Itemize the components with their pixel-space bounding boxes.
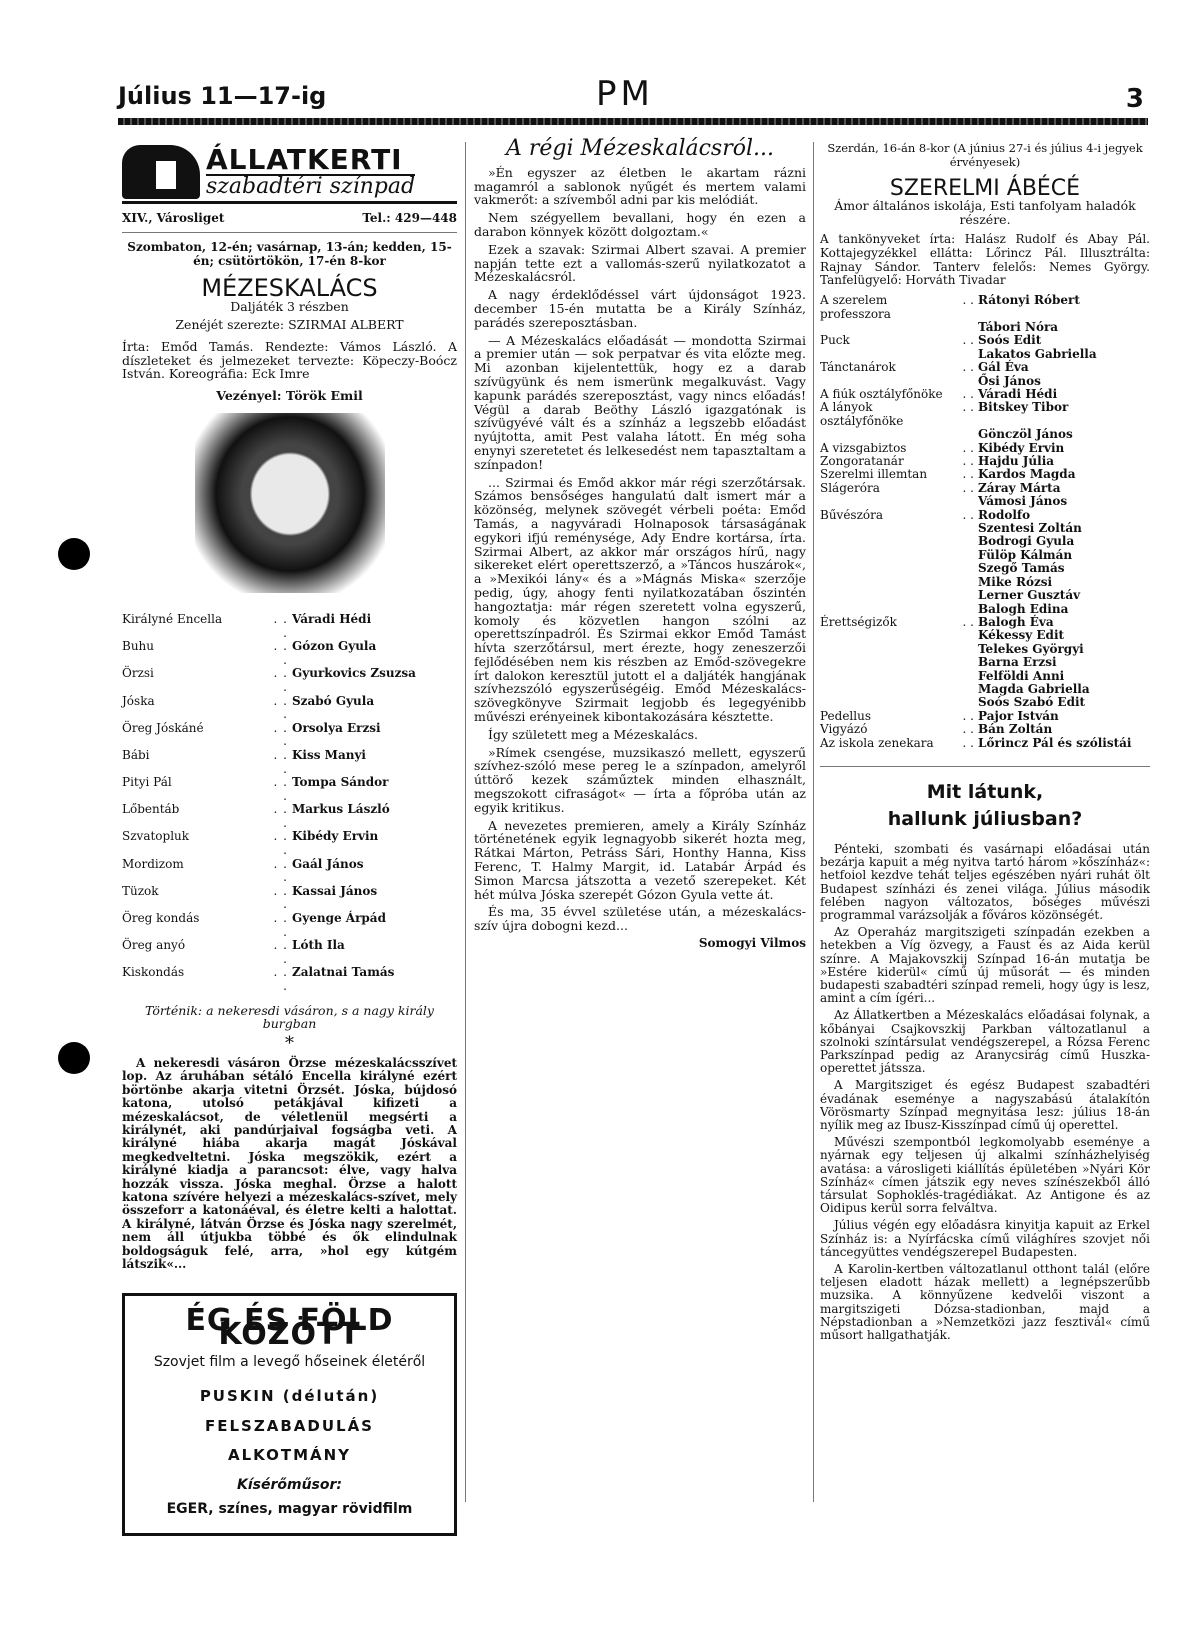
leader-dots: [950, 348, 978, 361]
leader-dots: . .: [962, 507, 974, 522]
cast-actor: Kardos Magda: [978, 467, 1076, 482]
leader-dots: . .: [962, 467, 974, 482]
cast-role: Puck: [820, 333, 850, 348]
schedule: Szombaton, 12-én; vasárnap, 13-án; kedden, 15-én; csütörtökön, 17-én 8-kor: [127, 239, 452, 268]
theater-name: ÁLLATKERTI: [206, 142, 403, 176]
cast-actor: Soós Edit: [978, 333, 1042, 348]
cast-role: Slágeróra: [820, 480, 880, 495]
cast-actor: Tábori Nóra: [978, 319, 1059, 334]
cast-role: Mordizom: [122, 856, 184, 871]
leader-dots: . . .: [273, 693, 288, 722]
section-paragraph: Az Állatkertben a Mézeskalács előadásai folynak, a kőbányai Csajkovszkij Parkban változatlanul a szolnoki színtársulat vendégszerepel, a Rózsa Ferenc Parkszínpad pedig az Aranycsirág című Huszka-operettet játssza.: [820, 1008, 1150, 1076]
leader-dots: [950, 375, 978, 388]
cast-role: Érettségizők: [820, 614, 897, 629]
leader-dots: . . .: [273, 883, 288, 912]
cast-role: Öreg kondás: [122, 911, 200, 926]
leader-dots: . .: [962, 735, 974, 750]
cast-actor: Rátonyi Róbert: [978, 293, 1080, 308]
article-paragraph: ... Szirmai és Emőd akkor már régi szerzőtársak. Számos bensőséges hangulatú dalt ismert már a közönség, melynek szövegét vérbeli poéta: Emőd Tamás, a nagyváradi Holnaposok társaságának egykori ifjú reménysége, Ady Endre kortársa, írta. Szirmai Albert, az akkor már országos hírű, nagy sikereket elért operettszerző, a »Táncos huszárok«, a »Mexikói lány« és a »Mágnás Miska« szerzője pedig, úgy, ahogy fenti nyilatkozatában őszintén hangoztatja: már régen szeretett volna egyszerű, komoly és közvetlen hangon szólni az operettszínpadról. És Szirmai ekkor Emőd Tamást hívta szerzőtársul, mert érezte, hogy zeneszerzői fejlődésében nem kis részben az Emőd-szövegekre írt dalokon keresztül jutott el a daljáték hangjának szívhezszóló egyszerűségéig. Emőd Mézeskalács-szövegkönyve Szirmait legjobb és legegyénibb művészi erényeinek kibontakozására késztette.: [474, 474, 806, 725]
cast-role: Szerelmi illemtan: [820, 467, 928, 482]
article-paragraph: »Rímek csengése, muzsikaszó mellett, egyszerű szívhez-szóló mese pereg le a színpadon, amelyről úttörő kezek száműztek minden elhasznált, megszokott cifraságot« — írta a főpróba után az egyik kritikus.: [474, 744, 806, 815]
leader-dots: [950, 562, 978, 575]
section-body: [820, 843, 1150, 1342]
cast-list: [820, 294, 1150, 750]
cast-actor: Hajdu Júlia: [978, 454, 1055, 469]
magazine-logo: PM: [596, 74, 654, 114]
credits: A tankönyveket írta: Halász Rudolf és Abay Pál. Kottajegyzékkel ellátta: Lőrincz Pál. Illusztrálta: Rajnay Sándor. Tanterv felelős: Nemes György. Tanfelügyelő: Horváth Tivadar: [820, 231, 1150, 288]
cast-actor: Barna Erzsi: [978, 655, 1057, 670]
cast-role: Királyné Encella: [122, 611, 223, 626]
cast-actor: Felföldi Anni: [978, 668, 1065, 683]
cast-role: [820, 589, 950, 602]
phone: Tel.: 429—448: [362, 211, 457, 225]
cast-role: A vizsgabiztos: [820, 440, 907, 455]
cast-actor: Váradi Hédi: [978, 387, 1058, 402]
theater-subname: szabadtéri színpad: [206, 173, 416, 199]
leader-dots: . . .: [273, 856, 288, 885]
leader-dots: [950, 629, 978, 642]
cast-role: Bűvészóra: [820, 507, 884, 522]
cast-actor: Lőrincz Pál és szólistái: [978, 735, 1132, 750]
cast-role: [820, 576, 950, 589]
cast-role: [820, 670, 950, 683]
cast-role: Az iskola zenekara: [820, 735, 934, 750]
cast-role: [820, 495, 950, 508]
cast-role: Jóska: [122, 693, 155, 708]
section-paragraph: A Karolin-kertben változatlanul otthont talál (előre teljesen eladott házak mellett) a legnépszerűbb muzsika. A könnyűzene kedvelői viszont a margitszigeti Dózsa-stadionban, majd a Népstadionban a »Nemzetközi jazz fesztivál« című műsort hallgathatják.: [820, 1262, 1150, 1343]
cast-role: [820, 535, 950, 548]
cast-actor: Szentesi Zoltán: [978, 521, 1082, 536]
article-paragraph: — A Mézeskalács előadását — mondotta Szirmai a premier után — sok perpatvar és vita előzte meg. Mi azonban kijelentettük, hogy ez a darab szívügyünk és nem ismerünk megalkuvást. Vagy kapunk parádés szereposztást, vagy nincs előadás! Végül a darab Beöthy László igazgatónak is szívügyévé vált és a színház a legszebb előadást nyújtotta, amit Pest valaha látott. Én még soha enynyi szeretetet és lelkesedést nem tapasztaltam a színpadon!: [474, 332, 806, 472]
section-paragraph: Pénteki, szombati és vasárnapi előadásai után bezárja kapuit a még nyitva tartó három »kőszínház«: hetfoiol kezdve tehát teljes egészében nyári ruhát ölt Budapest színházi és zenei világa. Július második felében nagyon változatos, bőséges művészi programmal varázsolják a főváros közönségét.: [820, 841, 1150, 922]
cast-role: Lőbentáb: [122, 802, 180, 817]
cast-actor: Ősi János: [978, 373, 1041, 388]
cinema-name: PUSKIN (délután): [199, 1386, 380, 1405]
support-label: Kísérőműsor:: [236, 1477, 342, 1494]
section-paragraph: Az Operaház margitszigeti színpadán ezekben a hetekben a Víg özvegy, a Faust és az Aida kerül színre. A Majakovszkij Színpad 16-án mutatja be »Estére kiderül« című új műsorát — és minden budapesti szabadtéri színpad remeli, hogy úgy is lesz, amint a cím ígéri...: [820, 925, 1150, 1006]
leader-dots: . . .: [273, 965, 288, 993]
leader-dots: . . .: [273, 639, 288, 667]
leader-dots: . .: [962, 480, 974, 495]
cast-actor: Kékessy Edit: [978, 628, 1065, 643]
film-advert: [122, 1293, 457, 1535]
section-title-line: Mit látunk,: [926, 780, 1044, 803]
composer: Zenéjét szerezte: SZIRMAI ALBERT: [175, 316, 404, 332]
section-paragraph: Művészi szempontból legkomolyabb eseménye a nyárnak egy teljesen új alkalmi színházhelyiség avatása: a városligeti kiállítás épületében »Nyári Kör Színház« címen játszik egy neves színészekből álló társulat Sophoklés-tragédiákat. Az Antigone és az Oidipus kerül sorra felváltva.: [820, 1135, 1150, 1216]
theater-logo: [122, 142, 457, 204]
cast-actor: Lóth Ila: [292, 938, 345, 953]
cast-role: Buhu: [122, 639, 155, 654]
leader-dots: [950, 696, 978, 709]
leader-dots: . .: [962, 708, 974, 723]
elephant-icon: [122, 145, 200, 199]
leader-dots: [950, 495, 978, 508]
cast-actor: Balogh Edina: [978, 601, 1069, 616]
cast-actor: Tompa Sándor: [292, 775, 389, 790]
cast-role: A szerelem professzora: [820, 293, 891, 321]
cast-actor: Vámosi János: [978, 494, 1068, 509]
cast-role: Tánctanárok: [820, 360, 896, 375]
leader-dots: [950, 589, 978, 602]
cast-role: Örzsi: [122, 666, 154, 681]
cast-actor: Záray Márta: [978, 480, 1061, 495]
cast-role: Vigyázó: [820, 722, 868, 737]
cinema-name: FELSZABADULÁS: [205, 1416, 374, 1435]
cast-role: [820, 375, 950, 388]
cast-actor: Orsolya Erzsi: [292, 720, 381, 735]
article-paragraph: Nem szégyellem bevallani, hogy én ezen a darabon könnyek között dolgoztam.«: [474, 210, 806, 239]
leader-dots: . .: [962, 333, 974, 348]
cast-role: A lányok osztályfőnöke: [820, 400, 904, 428]
cast-actor: Soós Szabó Edit: [978, 695, 1086, 710]
leader-dots: . .: [962, 614, 974, 629]
conductor: Vezényel: Török Emil: [216, 388, 363, 404]
play-setting: Történik: a nekeresdi vásáron, s a nagy király burgban: [145, 1002, 434, 1032]
header-rule: [118, 118, 1148, 125]
cast-role: [820, 603, 950, 616]
column-divider: [465, 142, 466, 1502]
cast-role: Pityi Pál: [122, 775, 172, 790]
section-paragraph: Július végén egy előadásra kinyitja kapuit az Erkel Színház is: a Nyírfácska című világhíres szovjet női táncegyüttes vendégszerepel Budapesten.: [820, 1218, 1150, 1259]
cast-actor: Szabó Gyula: [292, 693, 375, 708]
cast-role: [820, 643, 950, 656]
leader-dots: [950, 656, 978, 669]
leader-dots: [950, 522, 978, 535]
cast-role: Öreg Jóskáné: [122, 720, 204, 735]
cast-role: [820, 629, 950, 642]
cast-role: Kiskondás: [122, 965, 185, 980]
leader-dots: [950, 643, 978, 656]
cast-list: [122, 613, 457, 994]
leader-dots: [950, 603, 978, 616]
column-szerelmi: [820, 142, 1150, 1346]
column-allatkerti: [122, 142, 457, 1536]
cast-actor: Mike Rózsi: [978, 574, 1053, 589]
article-paragraph: A nevezetes premieren, amely a Király Színház történetének egyik legnagyobb sikerét hozta meg, Rátkai Márton, Petráss Sári, Honthy Hanna, Kiss Ferenc, T. Halmy Margit, id. Latabár Árpád és Simon Marcsa játszotta a vezető szerepeket. Két hét múlva Jóska szerepét Gózon Gyula vette át.: [474, 817, 806, 902]
leader-dots: [950, 670, 978, 683]
cast-actor: Szegő Tamás: [978, 561, 1065, 576]
column-divider: [813, 142, 814, 1502]
leader-dots: . . .: [273, 666, 288, 694]
divider: [122, 232, 457, 233]
cast-role: [820, 683, 950, 696]
punch-hole: [58, 1042, 90, 1074]
cast-actor: Fülöp Kálmán: [978, 547, 1073, 562]
cast-actor: Gyurkovics Zsuzsa: [292, 666, 416, 681]
cast-role: [820, 522, 950, 535]
cast-actor: Telekes Györgyi: [978, 641, 1084, 656]
cast-actor: Rodolfo: [978, 507, 1031, 522]
cast-actor: Gál Éva: [978, 360, 1029, 375]
leader-dots: . . .: [273, 775, 288, 803]
leader-dots: [950, 321, 978, 334]
leader-dots: [950, 576, 978, 589]
cast-role: Szvatopluk: [122, 829, 190, 844]
leader-dots: . . .: [273, 720, 288, 749]
article-paragraph: Ezek a szavak: Szirmai Albert szavai. A premier napján tette ezt a vallomás-szerű nyilatkozatot a Mézeskalácsról.: [474, 241, 806, 285]
cast-actor: Bán Zoltán: [978, 722, 1053, 737]
page-number: 3: [1125, 84, 1144, 114]
section-title-line: hallunk júliusban?: [887, 807, 1083, 830]
leader-dots: [950, 535, 978, 548]
cast-role: [820, 562, 950, 575]
cinema-name: ALKOTMÁNY: [227, 1446, 352, 1465]
column-article: [474, 136, 806, 951]
schedule: Szerdán, 16-án 8-kor (A június 27-i és július 4-i jegyek érvényesek): [827, 141, 1143, 169]
article-paragraph: Így született meg a Mézeskalács.: [488, 726, 698, 742]
cast-actor: Bitskey Tibor: [978, 400, 1069, 415]
support-film: EGER, színes, magyar rövidfilm: [166, 1501, 413, 1518]
cast-actor: Gózon Gyula: [292, 639, 377, 654]
cast-actor: Pajor István: [978, 708, 1059, 723]
synopsis: A nekeresdi vásáron Örzse mézeskalácsszívet lop. Az áruhában sétáló Encella királyné ezért börtönbe akarja vitetni Örzsét. Jóska, bújdosó katona, utolsó petákjával kifizeti a mézeskalácsot, de véletlenül megsérti a királynét, aki pandúrjaival fogságba veti. A királyné hiába akarja magát Jóskával megkedveltetni. Jóska megszökik, ezért a királyné kiadja a parancsot: élve, vagy halva hozzák vissza. Jóska meghal. Örzse a halott katona szívére helyezi a mézeskalács-szívet, mely összeforr a katonáéval, és életre kelti a halottat. A királyné, látván Örzse és Jóska nagy szerelmét, nem áll útjukba többé és ők elindulnak boldogságuk felé, arra, »hol egy kútgém látszik«...: [122, 1055, 457, 1272]
cast-actor: Magda Gabriella: [978, 681, 1090, 696]
cast-role: Bábi: [122, 747, 150, 762]
punch-hole: [58, 538, 90, 570]
section-title: [820, 766, 1150, 833]
cast-role: A fiúk osztályfőnöke: [820, 387, 943, 402]
cast-actor: Zalatnai Tamás: [292, 965, 395, 980]
leader-dots: . .: [962, 722, 974, 737]
article-paragraph: »Én egyszer az életben le akartam rázni magamról a sablonok nyűgét és mertem valami vakmerőt: a szívemből adni par kis melódiát.: [474, 164, 806, 208]
cast-role: [820, 428, 950, 441]
leader-dots: [950, 549, 978, 562]
cast-role: [820, 321, 950, 334]
cast-actor: Kibédy Ervin: [292, 829, 379, 844]
leader-dots: [950, 428, 978, 441]
cast-actor: Lakatos Gabriella: [978, 346, 1097, 361]
play-title: MÉZESKALÁCS: [201, 274, 378, 303]
film-subtitle: Szovjet film a levegő hőseinek életéről: [153, 1354, 426, 1371]
leader-dots: . . .: [273, 747, 288, 776]
cast-role: Tüzok: [122, 883, 159, 898]
cast-actor: Bodrogi Gyula: [978, 534, 1075, 549]
leader-dots: . . .: [273, 938, 288, 966]
cast-actor: Gönczöl János: [978, 427, 1073, 442]
cast-actor: Kiss Manyi: [292, 747, 366, 762]
article-signature: Somogyi Vilmos: [698, 936, 806, 951]
section-paragraph: A Margitsziget és egész Budapest szabadtéri évadának eseménye a nagyszabású átalakítón Vörösmarty Színpad megnyitása lesz: július 18-án nyílik meg az Ibusz-Kisszínpad című új operettel.: [820, 1078, 1150, 1133]
cast-role: [820, 348, 950, 361]
leader-dots: . .: [962, 454, 974, 469]
play-genre: Daljáték 3 részben: [230, 299, 349, 315]
cast-actor: Gyenge Árpád: [292, 911, 386, 926]
cast-role: [820, 696, 950, 709]
credits: Írta: Emőd Tamás. Rendezte: Vámos László. A díszleteket és jelmezeket tervezte: Köpeczy-Boócz István. Koreográfia: Eck Imre: [122, 338, 457, 382]
leader-dots: . .: [962, 400, 974, 415]
cast-actor: Gaál János: [292, 856, 364, 871]
separator-star: *: [285, 1033, 294, 1055]
play-subtitle: Ámor általános iskolája, Esti tanfolyam haladók részére.: [834, 198, 1136, 228]
cast-actor: Markus László: [292, 802, 390, 817]
cast-role: Zongoratanár: [820, 454, 904, 469]
leader-dots: . . .: [273, 611, 288, 640]
cast-role: [820, 656, 950, 669]
article-title: A régi Mézeskalácsról...: [506, 136, 774, 161]
cast-role: [820, 549, 950, 562]
article-paragraph: És ma, 35 évvel születése után, a mézeskalács-szív újra dobogni kezd...: [474, 904, 806, 934]
leader-dots: . .: [962, 387, 974, 402]
article-paragraph: A nagy érdeklődéssel várt újdonságot 1923. december 15-én mutatta be a Király Színház, parádés szereposztásban.: [474, 287, 806, 330]
cast-role: Pedellus: [820, 708, 871, 723]
leader-dots: [950, 683, 978, 696]
leader-dots: . . .: [273, 802, 288, 830]
leader-dots: . .: [962, 293, 974, 308]
cast-role: Öreg anyó: [122, 938, 186, 953]
cast-actor: Balogh Éva: [978, 614, 1054, 629]
cast-actor: Kassai János: [292, 883, 378, 898]
article-body: [474, 166, 806, 933]
leader-dots: . .: [962, 360, 974, 375]
cast-actor: Kibédy Ervin: [978, 440, 1065, 455]
theater-address-line: [122, 212, 457, 226]
actress-portrait: [195, 413, 385, 593]
leader-dots: . .: [962, 440, 974, 455]
leader-dots: . . .: [273, 911, 288, 939]
address: XIV., Városliget: [122, 211, 225, 225]
film-title: ÉG ÉS FÖLD KÖZÖTT: [185, 1303, 394, 1353]
cast-actor: Lerner Gusztáv: [978, 588, 1081, 603]
leader-dots: . . .: [273, 829, 288, 858]
issue-date: Július 11—17-ig: [118, 82, 327, 110]
cast-actor: Váradi Hédi: [292, 611, 372, 626]
play-title: SZERELMI ÁBÉCÉ: [889, 175, 1081, 201]
